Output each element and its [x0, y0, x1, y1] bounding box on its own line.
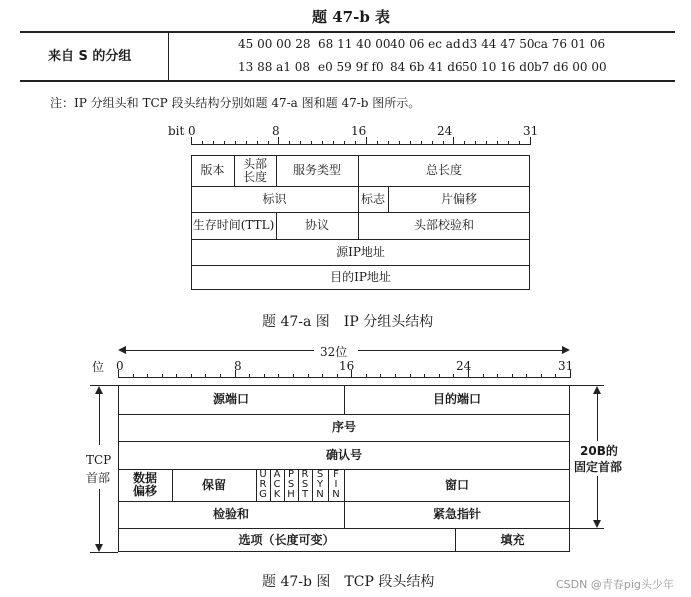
tcp-scale-tick [162, 374, 163, 378]
tcp-scale-tick [351, 370, 352, 378]
ip-id-field: 标识 [262, 191, 287, 206]
tcp-scale-tick [191, 374, 192, 378]
ip-scale-tick [300, 141, 301, 145]
tcp-left-bracket [99, 393, 100, 445]
ip-scale-tick [235, 141, 236, 145]
tcp-scale-label: 31 [558, 359, 574, 373]
watermark: CSDN @青春pig头少年 [556, 578, 674, 591]
tcp-scale-tick [235, 370, 236, 378]
tcp-right-label-line1: 20B的 [580, 444, 618, 458]
tcp-flag-letter: R [301, 469, 309, 480]
tcp-scale-tick [380, 374, 381, 378]
note-text: 注：IP 分组头和 TCP 段头结构分别如题 47-a 图和题 47-b 图所示。 [50, 96, 421, 110]
ip-scale-tick [278, 137, 279, 145]
ip-scale-tick [497, 141, 498, 145]
ip-total-length-field: 总长度 [425, 163, 462, 177]
ip-scale-tick [530, 137, 531, 145]
ip-scale-tick [443, 141, 444, 145]
tcp-width-arrow-line [124, 350, 314, 351]
tcp-right-bracket [570, 528, 604, 529]
tcp-scale-tick [147, 374, 148, 378]
arrow-up-icon [593, 386, 601, 394]
tcp-scale-tick [133, 374, 134, 378]
ip-scale-tick [486, 141, 487, 145]
tcp-scale-tick [512, 374, 513, 378]
tcp-flag-cell [312, 469, 328, 501]
tcp-scale-tick [541, 374, 542, 378]
ip-scale-tick [191, 137, 192, 145]
tcp-flag-cell [284, 469, 298, 501]
tcp-left-bracket [99, 489, 100, 544]
tcp-left-label-line1: TCP [86, 453, 112, 467]
tcp-scale-tick [220, 374, 221, 378]
tcp-scale-tick [410, 374, 411, 378]
table-cell: 40 06 ec ad [390, 37, 461, 51]
tcp-scale-tick [264, 374, 265, 378]
ip-scale-tick [202, 141, 203, 145]
ip-ttl-field: 生存时间(TTL) [192, 218, 275, 232]
tcp-flag-cell [270, 469, 284, 501]
ip-scale-tick [344, 141, 345, 145]
tcp-scale-tick [424, 374, 425, 378]
tcp-data-offset-field [118, 469, 172, 501]
table-divider [168, 32, 169, 80]
tcp-scale-tick [526, 374, 527, 378]
tcp-scale-tick [468, 370, 469, 378]
ip-scale-tick [366, 137, 367, 145]
tcp-reserved-field: 保留 [201, 477, 226, 492]
tcp-flag-letter: F [333, 469, 339, 480]
tcp-scale-tick [205, 374, 206, 378]
tcp-seq-field: 序号 [331, 420, 356, 434]
ip-ihl-field [234, 155, 276, 186]
table-cell: 50 10 16 d0 [462, 60, 535, 74]
tcp-flag-letter: U [259, 469, 267, 480]
tcp-offset-label-line2: 偏移 [132, 484, 157, 498]
tcp-flag-letter: S [287, 479, 295, 490]
ip-figure-caption: 题 47-a 图 IP 分组头结构 [262, 314, 434, 330]
table-cell: 68 11 40 00 [318, 37, 391, 51]
tcp-left-bracket [90, 552, 118, 553]
arrow-left-icon [118, 346, 126, 354]
arrow-down-icon [593, 520, 601, 528]
table-cell: b7 d6 00 00 [534, 60, 607, 74]
ip-bit-label: bit [168, 124, 185, 138]
table-cell: d3 44 47 50 [462, 37, 535, 51]
ip-flags-field: 标志 [360, 191, 385, 206]
ip-scale-tick [388, 141, 389, 145]
ip-scale-tick [311, 141, 312, 145]
tcp-scale-tick [308, 374, 309, 378]
tcp-flag-letter: K [273, 489, 281, 500]
table-cell: 13 88 a1 08 [238, 60, 311, 74]
table-top-rule [20, 31, 675, 33]
ip-scale-axis [191, 144, 530, 145]
tcp-right-label-line2: 固定首部 [574, 460, 623, 474]
tcp-padding-field: 填充 [500, 532, 525, 547]
ip-scale-label: 8 [272, 124, 280, 138]
ip-ihl-label-line2: 长度 [242, 169, 267, 184]
tcp-scale-tick [439, 374, 440, 378]
ip-scale-tick [475, 141, 476, 145]
table-title: 题 47-b 表 [312, 8, 391, 26]
tcp-flag-letter: S [316, 469, 324, 480]
table-cell: ca 76 01 06 [534, 37, 606, 51]
arrow-up-icon [95, 386, 103, 394]
table-cell: e0 59 9f f0 [318, 60, 384, 74]
tcp-scale-tick [570, 370, 571, 378]
tcp-dst-port-field: 目的端口 [432, 392, 481, 406]
tcp-width-label: 32位 [320, 345, 348, 359]
tcp-flag-letter: N [332, 489, 340, 500]
arrow-down-icon [95, 544, 103, 552]
tcp-pos-label: 位 [92, 360, 105, 374]
ip-scale-tick [268, 141, 269, 145]
tcp-width-arrow-line [358, 350, 562, 351]
tcp-flag-letter: C [273, 479, 281, 490]
ip-scale-tick [355, 141, 356, 145]
tcp-scale-label: 16 [339, 359, 355, 373]
ip-scale-tick [453, 137, 454, 145]
tcp-scale-label: 8 [234, 359, 242, 373]
tcp-scale-tick [366, 374, 367, 378]
tcp-flag-cell [298, 469, 312, 501]
ip-tos-field: 服务类型 [292, 163, 341, 177]
tcp-options-field: 选项（长度可变） [238, 532, 335, 547]
tcp-scale-tick [118, 370, 119, 378]
ip-scale-tick [421, 141, 422, 145]
ip-scale-label: 0 [188, 124, 196, 138]
ip-scale-label: 16 [351, 124, 367, 138]
tcp-flag-letter: T [301, 489, 309, 500]
ip-src-field: 源IP地址 [336, 244, 385, 259]
tcp-flag-letter: H [287, 489, 295, 500]
tcp-checksum-field: 检验和 [212, 507, 249, 521]
tcp-scale-tick [453, 374, 454, 378]
tcp-scale-tick [483, 374, 484, 378]
tcp-flag-letter: R [259, 479, 267, 490]
ip-scale-tick [257, 141, 258, 145]
tcp-figure-caption: 题 47-b 图 TCP 段头结构 [262, 574, 435, 590]
tcp-window-field: 窗口 [444, 477, 469, 492]
tcp-scale-tick [278, 374, 279, 378]
tcp-scale-tick [322, 374, 323, 378]
ip-scale-tick [464, 141, 465, 145]
ip-scale-tick [224, 141, 225, 145]
tcp-scale-tick [555, 374, 556, 378]
ip-scale-tick [246, 141, 247, 145]
tcp-flag-cell [256, 469, 270, 501]
tcp-left-label-line2: 首部 [86, 471, 111, 485]
table-cell: 45 00 00 28 [238, 37, 311, 51]
ip-scale-tick [508, 141, 509, 145]
ip-protocol-field: 协议 [304, 218, 329, 232]
table-bottom-rule [20, 80, 675, 82]
ip-scale-tick [322, 141, 323, 145]
tcp-scale-tick [497, 374, 498, 378]
ip-scale-tick [377, 141, 378, 145]
ip-version-field: 版本 [200, 163, 225, 177]
ip-checksum-field: 头部校验和 [413, 218, 474, 232]
tcp-ack-field: 确认号 [325, 447, 362, 462]
tcp-flag-letter: A [273, 469, 281, 480]
ip-scale-tick [333, 141, 334, 145]
ip-scale-tick [399, 141, 400, 145]
tcp-scale-tick [337, 374, 338, 378]
tcp-flag-letter: N [316, 489, 324, 500]
tcp-scale-label: 24 [456, 359, 472, 373]
tcp-scale-tick [293, 374, 294, 378]
ip-scale-label: 24 [437, 124, 453, 138]
ip-scale-tick [289, 141, 290, 145]
tcp-flag-cell [328, 469, 344, 501]
table-row-label: 来自 S 的分组 [48, 49, 132, 64]
ip-ihl-label-line1: 头部 [242, 156, 267, 171]
tcp-urgent-field: 紧急指针 [432, 507, 481, 521]
tcp-flag-letter: Y [316, 479, 324, 490]
table-cell: 84 6b 41 d6 [390, 60, 463, 74]
ip-frag-offset-field: 片偏移 [440, 191, 477, 206]
arrow-right-icon [562, 346, 570, 354]
ip-scale-tick [432, 141, 433, 145]
tcp-scale-axis [118, 377, 570, 378]
tcp-flag-letter: S [301, 479, 309, 490]
ip-scale-tick [213, 141, 214, 145]
tcp-right-bracket [597, 393, 598, 441]
tcp-right-bracket [597, 476, 598, 520]
ip-scale-tick [519, 141, 520, 145]
tcp-scale-tick [395, 374, 396, 378]
ip-scale-tick [410, 141, 411, 145]
tcp-flag-letter: G [259, 489, 267, 500]
tcp-flag-letter: I [334, 479, 338, 490]
tcp-scale-tick [249, 374, 250, 378]
tcp-scale-tick [176, 374, 177, 378]
tcp-scale-label: 0 [116, 359, 124, 373]
tcp-flag-letter: P [287, 469, 295, 480]
tcp-src-port-field: 源端口 [212, 392, 249, 406]
ip-scale-label: 31 [523, 124, 539, 138]
ip-dst-field: 目的IP地址 [330, 270, 391, 284]
tcp-offset-label-line1: 数据 [132, 471, 157, 485]
